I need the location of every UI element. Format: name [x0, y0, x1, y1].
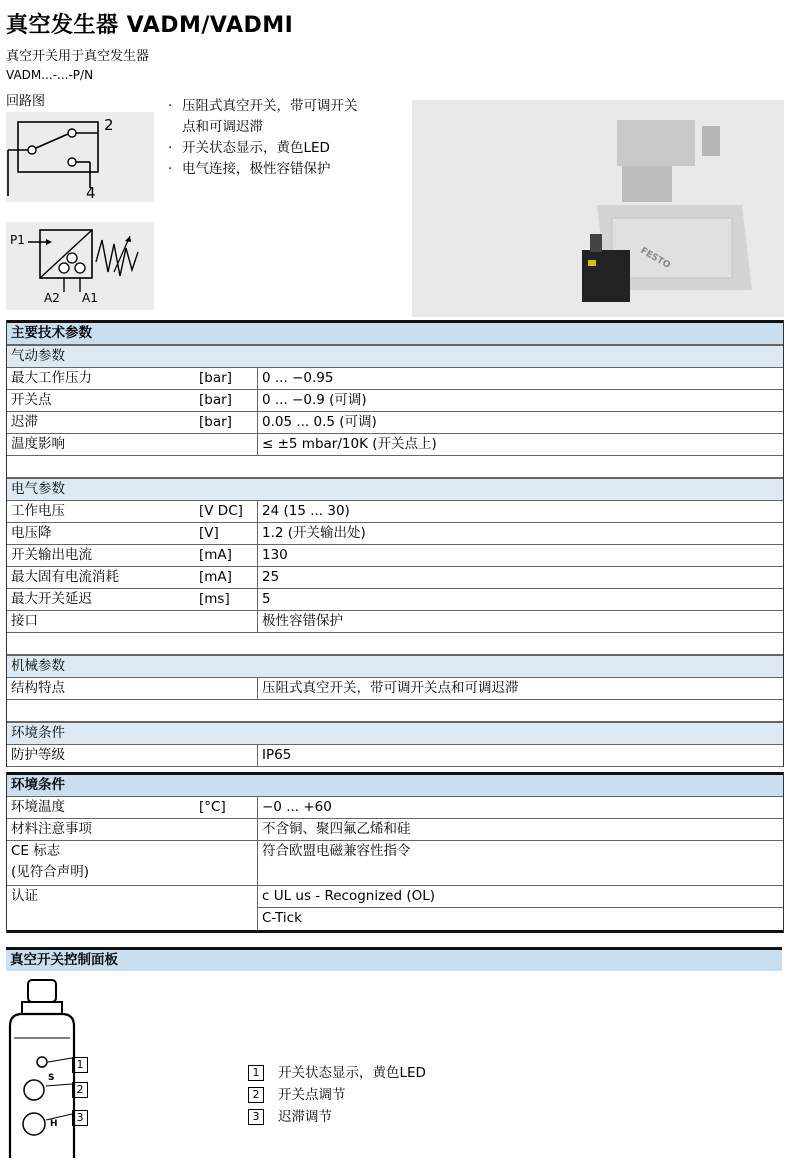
table-row: 最大开关延迟 [ms] 5	[7, 589, 783, 611]
circuit-diagram-switch	[6, 112, 154, 202]
product-photo	[412, 100, 784, 317]
table-row: 工作电压 [V DC] 24 (15 ... 30)	[7, 501, 783, 523]
feature-item: · 开关状态显示，黄色LED	[168, 140, 330, 156]
table-row-cert: 认证 c UL us - Recognized (OL) C-Tick	[7, 886, 783, 930]
dial-label-s: S	[48, 1073, 55, 1083]
panel-legend	[248, 1062, 426, 1128]
section-title-panel: 真空开关控制面板	[6, 947, 782, 971]
group-header: 机械参数	[7, 655, 783, 678]
table-row: 最大固有电流消耗 [mA] 25	[7, 567, 783, 589]
feature-list	[168, 96, 358, 180]
circuit-label: 回路图	[6, 94, 46, 109]
circuit-diagram-sensor	[6, 222, 154, 310]
pressure-sensor-symbol-icon	[6, 222, 154, 310]
spacer-row	[7, 456, 783, 478]
table-row: CE 标志 (见符合声明) 符合欧盟电磁兼容性指令	[7, 841, 783, 886]
diagram-label-a2: A2	[44, 291, 60, 305]
legend-item: 3 迟滞调节	[248, 1106, 426, 1128]
section-title: 环境条件	[7, 772, 783, 797]
table-row: 电压降 [V] 1.2 (开关输出处)	[7, 523, 783, 545]
table-row: 材料注意事项 不含铜、聚四氟乙烯和硅	[7, 819, 783, 841]
diagram-label-4: 4	[86, 184, 96, 202]
diagram-label-p1: P1	[10, 233, 25, 247]
feature-item: · 电气连接，极性容错保护	[168, 161, 331, 177]
legend-item: 1 开关状态显示，黄色LED	[248, 1062, 426, 1084]
model-code: VADM...-...-P/N	[6, 68, 94, 82]
group-header: 环境条件	[7, 722, 783, 745]
vacuum-generator-image	[412, 100, 784, 317]
panel-marker-3: 3	[72, 1106, 88, 1126]
table-row: 温度影响 ≤ ±5 mbar/10K (开关点上)	[7, 434, 783, 456]
panel-marker-1: 1	[72, 1053, 88, 1073]
switch-symbol-icon	[6, 112, 154, 202]
main-spec-table	[6, 320, 784, 767]
table-row: 迟滞 [bar] 0.05 ... 0.5 (可调)	[7, 412, 783, 434]
feature-item: · 压阻式真空开关，带可调开关	[168, 98, 358, 114]
table-row: 防护等级 IP65	[7, 745, 783, 767]
section-title: 主要技术参数	[7, 320, 783, 345]
control-panel-drawing	[6, 974, 106, 1158]
feature-item: 点和可调迟滞	[182, 119, 263, 135]
table-row: 最大工作压力 [bar] 0 ... −0.95	[7, 368, 783, 390]
table-row: 开关点 [bar] 0 ... −0.9 (可调)	[7, 390, 783, 412]
page-title: 真空发生器 VADM/VADMI	[6, 13, 294, 38]
group-header: 气动参数	[7, 345, 783, 368]
control-panel-icon	[6, 974, 106, 1158]
panel-marker-2: 2	[72, 1078, 88, 1098]
table-row: 接口 极性容错保护	[7, 611, 783, 633]
spacer-row	[7, 700, 783, 722]
table-row: 环境温度 [°C] −0 ... +60	[7, 797, 783, 819]
table-row: 开关输出电流 [mA] 130	[7, 545, 783, 567]
environment-spec-table	[6, 772, 784, 933]
page-subtitle: 真空开关用于真空发生器	[6, 49, 150, 64]
spacer-row	[7, 633, 783, 655]
photo-brand: FESTO	[638, 245, 672, 271]
diagram-label-a1: A1	[82, 291, 98, 305]
group-header: 电气参数	[7, 478, 783, 501]
diagram-label-2: 2	[104, 116, 114, 134]
legend-item: 2 开关点调节	[248, 1084, 426, 1106]
dial-label-h: H	[50, 1119, 58, 1129]
table-row: 结构特点 压阻式真空开关，带可调开关点和可调迟滞	[7, 678, 783, 700]
table-end-rule	[7, 930, 783, 933]
